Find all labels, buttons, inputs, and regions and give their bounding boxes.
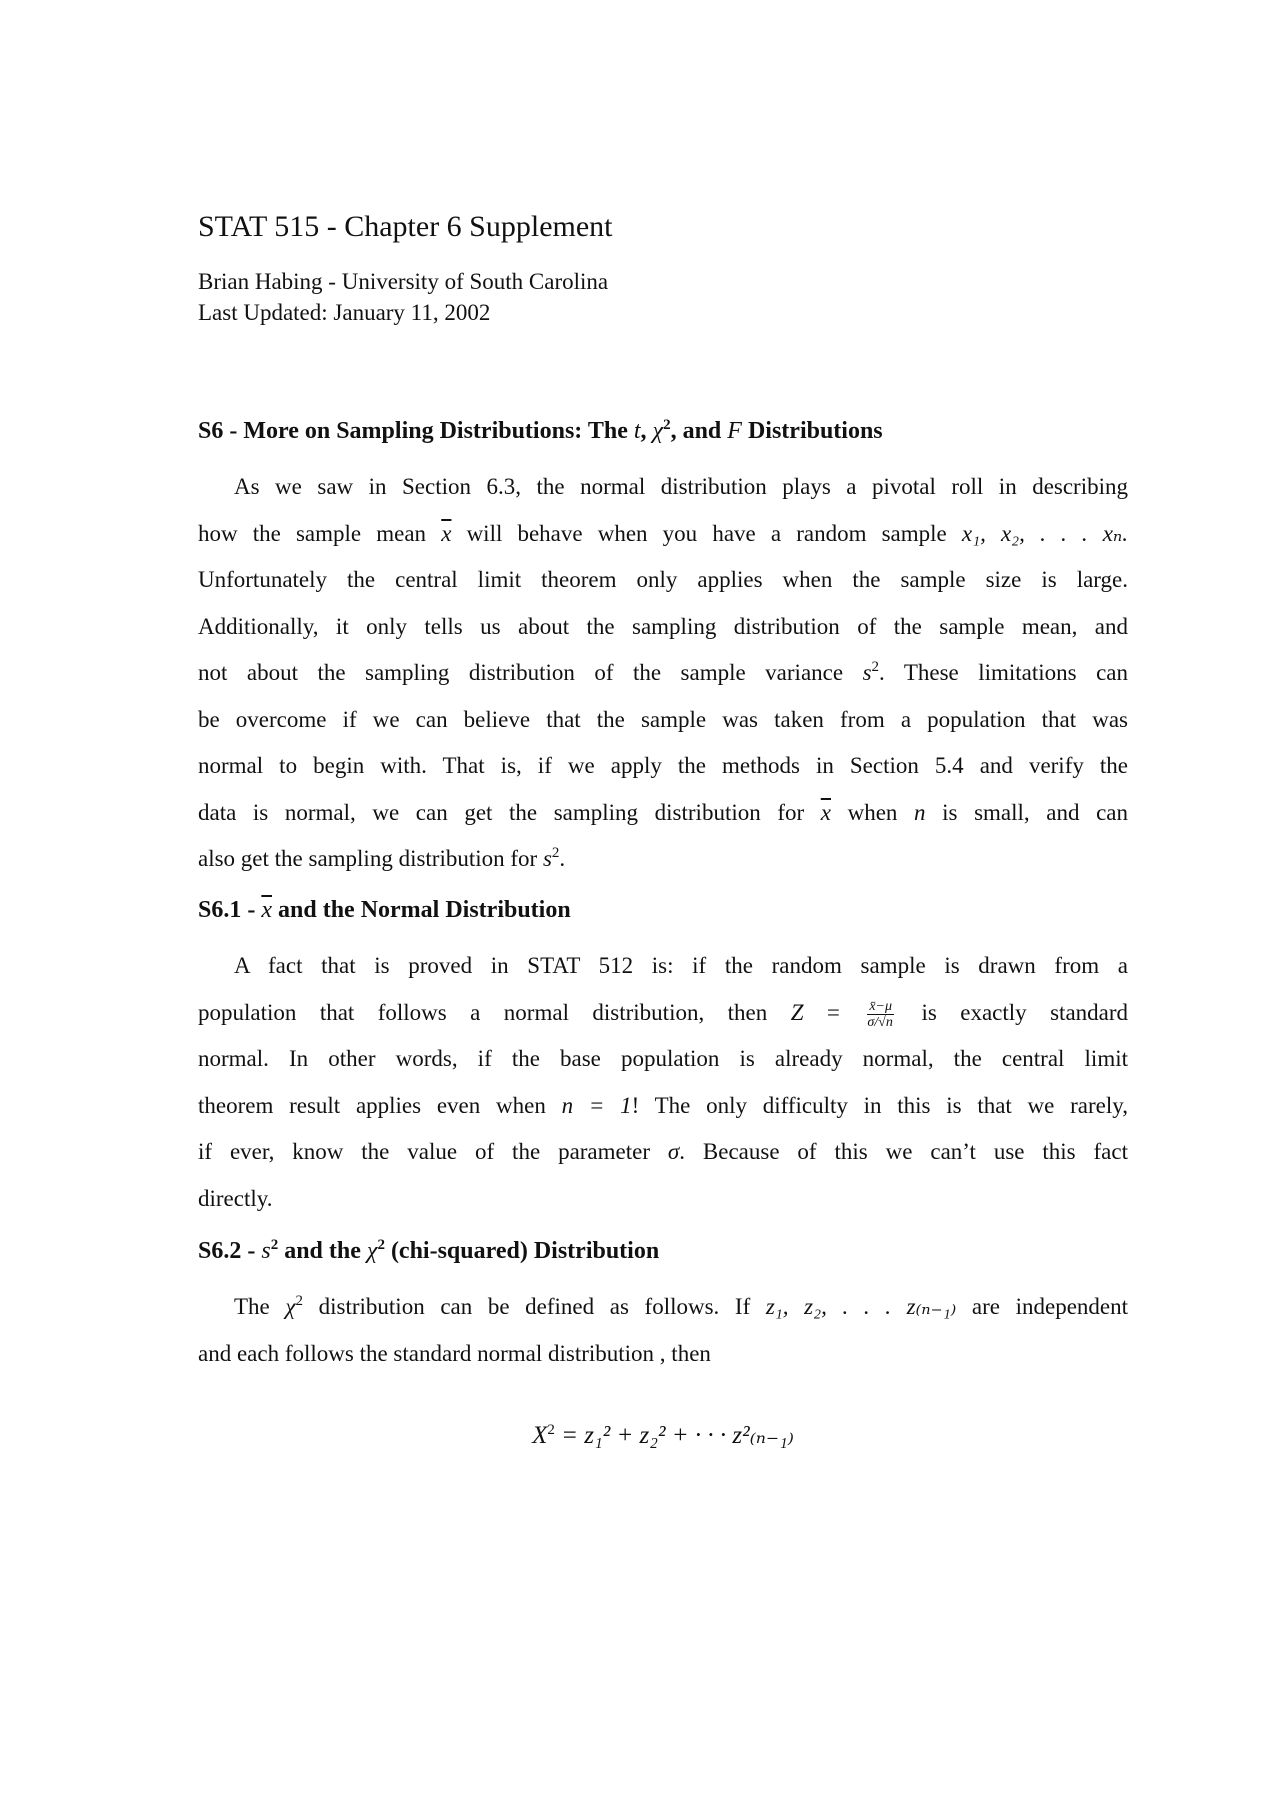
text-line: The $\chi^2$ distribution can be defined as follows. If z₁, z₂, . . . z₍ₙ₋₁₎ are independent	[234, 1293, 1129, 1319]
text-line: also get the sampling distribution for $s^2$.	[198, 845, 566, 871]
fraction: $\frac{x̄-\mu}{\sigma/√n}$	[867, 998, 893, 1030]
text-line: if ever, know the value of the parameter σ. Because of this we can’t use this fact	[198, 1139, 1128, 1164]
equation-rhs: = z₁² + z₂² + · · · z²₍ₙ₋₁₎	[561, 1422, 794, 1449]
heading-math-xbar: $\overline{x}$	[261, 897, 272, 923]
text-line: normal. In other words, if the base population is already normal, the central limit	[198, 1046, 1128, 1071]
updated-line: Last Updated: January 11, 2002	[198, 300, 491, 325]
heading-text-suffix: (chi-squared) Distribution	[390, 1238, 660, 1264]
text-line: Unfortunately the central limit theorem only applies when the sample size is large.	[198, 567, 1128, 592]
heading-text-and: , and	[670, 418, 722, 444]
equation-lhs: X	[532, 1422, 548, 1449]
equation-sup: 2	[547, 1422, 555, 1438]
heading-math-chi: χ	[366, 1238, 378, 1264]
text-line: be overcome if we can believe that the sample was taken from a population that was	[198, 706, 1128, 732]
heading-math-F: F	[727, 418, 742, 444]
text-line: Additionally, it only tells us about the sampling distribution of the sample mean, and	[198, 613, 1128, 639]
heading-sup: 2	[270, 1237, 279, 1253]
section-heading-s6-1	[198, 897, 571, 924]
heading-math-chi: χ	[652, 418, 664, 444]
heading-math-t: t	[633, 418, 641, 444]
text-line: A fact that is proved in STAT 512 is: if the random sample is drawn from a	[234, 953, 1128, 978]
text-line: population that follows a normal distribution, then Z = $\frac{x̄-\mu}{\sigma/√n}$ is exactly standard	[198, 998, 1129, 1030]
section-heading-s6-2	[198, 1238, 659, 1265]
heading-text: S6.1 -	[198, 897, 256, 923]
text-line: not about the sampling distribution of the sample variance $s^2$. These limitations can	[198, 659, 1129, 685]
heading-sup: 2	[663, 417, 671, 433]
text-line: data is normal, we can get the sampling distribution for $\overline{x}$ when n is small, and can	[198, 799, 1129, 825]
paragraph-s6	[198, 464, 1128, 883]
author-line: Brian Habing - University of South Carolina	[198, 269, 609, 294]
heading-sup: 2	[377, 1237, 385, 1253]
text-line: theorem result applies even when n = 1! The only difficulty in this is that we rarely,	[198, 1092, 1129, 1118]
heading-text-suffix: and the Normal Distribution	[278, 897, 571, 923]
text-line: and each follows the standard normal distribution , then	[198, 1340, 711, 1366]
byline	[198, 266, 608, 328]
heading-text-mid: and the	[284, 1238, 361, 1264]
chi-squared-equation	[198, 1420, 1128, 1450]
heading-text: S6.2 -	[198, 1238, 256, 1264]
text-line: directly.	[198, 1185, 273, 1211]
paragraph-s6-2	[198, 1284, 1128, 1377]
text-line: As we saw in Section 6.3, the normal distribution plays a pivotal roll in describing	[234, 474, 1128, 499]
document-title: STAT 515 - Chapter 6 Supplement	[198, 210, 613, 243]
heading-text: S6 - More on Sampling Distributions: The	[198, 418, 628, 444]
section-heading-s6: S6 - More on Sampling Distributions: The t, $\chi^2$, and F Distributions	[198, 417, 883, 444]
text-line: normal to begin with. That is, if we apply the methods in Section 5.4 and verify the	[198, 753, 1128, 778]
heading-math-s: s	[261, 1238, 271, 1264]
text-line: how the sample mean $\overline{x}$ will behave when you have a random sample x₁, x₂, . . . xₙ.	[198, 520, 1128, 546]
paragraph-s6-1	[198, 943, 1128, 1222]
heading-text-suffix: Distributions	[747, 418, 883, 444]
